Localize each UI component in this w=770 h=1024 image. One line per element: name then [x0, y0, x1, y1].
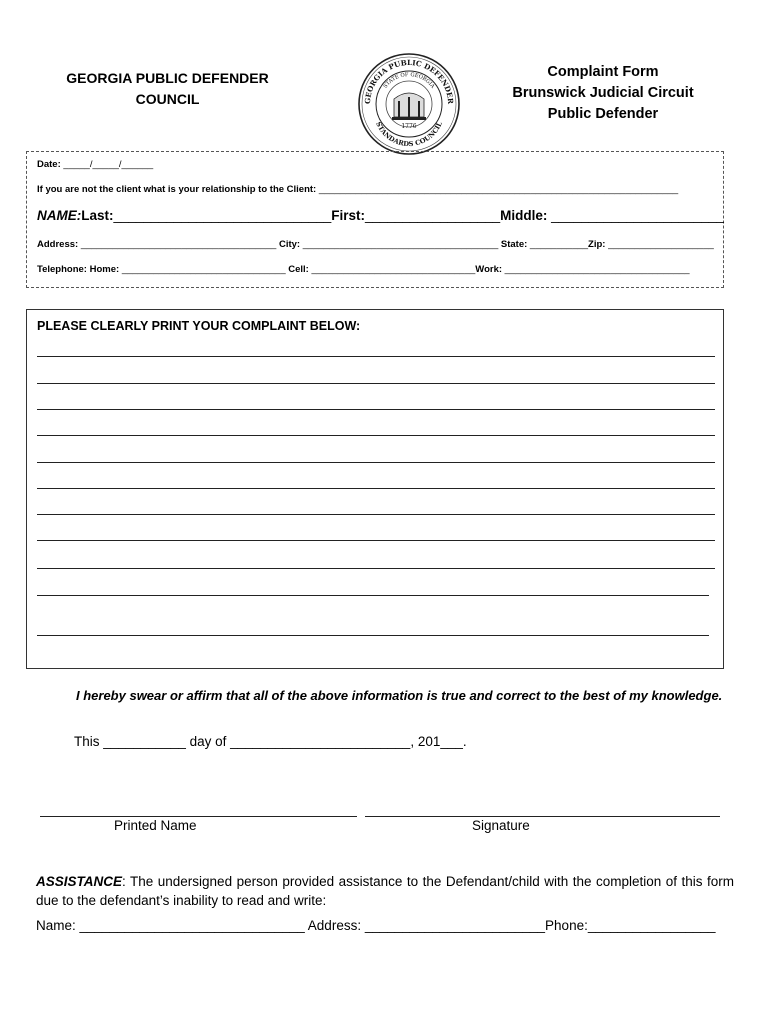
- name-label: NAME:: [37, 208, 82, 223]
- svg-text:STANDARDS COUNCIL: STANDARDS COUNCIL: [374, 120, 444, 149]
- complaint-line[interactable]: [37, 409, 715, 410]
- signature-line[interactable]: [365, 816, 720, 817]
- city-field[interactable]: _____________________________________: [302, 239, 499, 250]
- assistance-statement: [36, 872, 734, 910]
- date-field[interactable]: _____/_____/______: [63, 159, 154, 170]
- svg-text:GEORGIA PUBLIC DEFENDER: GEORGIA PUBLIC DEFENDER: [362, 57, 456, 105]
- complaint-line[interactable]: [37, 540, 715, 541]
- last-name-field[interactable]: _____________________________: [113, 208, 332, 223]
- relationship-field[interactable]: ____________________________________________________________________: [318, 184, 679, 195]
- complaint-line[interactable]: [37, 568, 715, 569]
- signature-label: Signature: [472, 818, 530, 833]
- relationship-row: [37, 184, 678, 195]
- form-title: [478, 62, 728, 125]
- svg-text:STATE OF GEORGIA: STATE OF GEORGIA: [382, 71, 436, 90]
- zip-field[interactable]: ____________________: [608, 239, 714, 250]
- assistant-address-label: Address:: [307, 918, 362, 933]
- first-name-field[interactable]: __________________: [365, 208, 501, 223]
- complaint-line[interactable]: [37, 383, 715, 384]
- relationship-label: If you are not the client what is your relationship to the Client:: [37, 184, 317, 195]
- assistance-text: : The undersigned person provided assistance to the Defendant/child with the completion of this form due to the defendant’s inability to read and write:: [36, 874, 734, 908]
- date-row: [37, 159, 153, 170]
- telephone-home-label: Telephone: Home:: [37, 264, 120, 275]
- middle-name-field[interactable]: _______________________: [551, 208, 724, 223]
- city-label: City:: [278, 239, 301, 250]
- name-row: [37, 208, 724, 223]
- state-label: State:: [500, 239, 528, 250]
- zip-label: Zip:: [588, 239, 606, 250]
- assistant-name-field[interactable]: ______________________________: [79, 918, 305, 933]
- middle-name-label: Middle:: [500, 208, 548, 223]
- assistant-contact-row: [36, 918, 715, 933]
- oath-date-line[interactable]: This ___________ day of ________________________, 201___.: [74, 734, 467, 749]
- complaint-line[interactable]: [37, 435, 715, 436]
- first-name-label: First:: [331, 208, 365, 223]
- georgia-seal-logo: [356, 51, 462, 157]
- address-label: Address:: [37, 239, 79, 250]
- work-label: Work:: [475, 264, 503, 275]
- complaint-line[interactable]: [37, 462, 715, 463]
- assistant-phone-label: Phone:: [545, 918, 588, 933]
- organization-title-line2: COUNCIL: [135, 91, 200, 107]
- oath-statement: I hereby swear or affirm that all of the above information is true and correct to the best of my knowledge.: [76, 688, 723, 703]
- client-info-section: [26, 151, 724, 288]
- svg-text:1776: 1776: [401, 123, 417, 130]
- form-title-line3: Public Defender: [547, 106, 659, 122]
- assistance-lead: ASSISTANCE: [36, 874, 123, 889]
- assistant-phone-field[interactable]: _________________: [587, 918, 716, 933]
- complaint-section: [26, 309, 724, 669]
- printed-name-line[interactable]: [40, 816, 357, 817]
- cell-field[interactable]: _______________________________: [311, 264, 476, 275]
- work-field[interactable]: ___________________________________: [504, 264, 690, 275]
- organization-title: [40, 68, 295, 110]
- complaint-line[interactable]: [37, 356, 715, 357]
- address-row: [37, 239, 714, 250]
- telephone-home-field[interactable]: _______________________________: [121, 264, 286, 275]
- assistant-name-label: Name:: [36, 918, 76, 933]
- complaint-line[interactable]: [37, 514, 715, 515]
- state-field[interactable]: ___________: [529, 239, 589, 250]
- cell-label: Cell:: [288, 264, 309, 275]
- printed-name-label: Printed Name: [114, 818, 197, 833]
- telephone-row: [37, 264, 690, 275]
- complaint-line[interactable]: [37, 595, 709, 596]
- organization-title-line1: GEORGIA PUBLIC DEFENDER: [66, 70, 269, 86]
- complaint-line[interactable]: [37, 635, 709, 636]
- complaint-heading: PLEASE CLEARLY PRINT YOUR COMPLAINT BELOW:: [37, 319, 361, 333]
- address-field[interactable]: _____________________________________: [80, 239, 277, 250]
- date-label: Date:: [37, 159, 61, 170]
- last-name-label: Last:: [81, 208, 114, 223]
- form-title-line2: Brunswick Judicial Circuit: [512, 85, 694, 101]
- assistant-address-field[interactable]: ________________________: [364, 918, 546, 933]
- complaint-line[interactable]: [37, 488, 715, 489]
- form-title-line1: Complaint Form: [547, 64, 659, 80]
